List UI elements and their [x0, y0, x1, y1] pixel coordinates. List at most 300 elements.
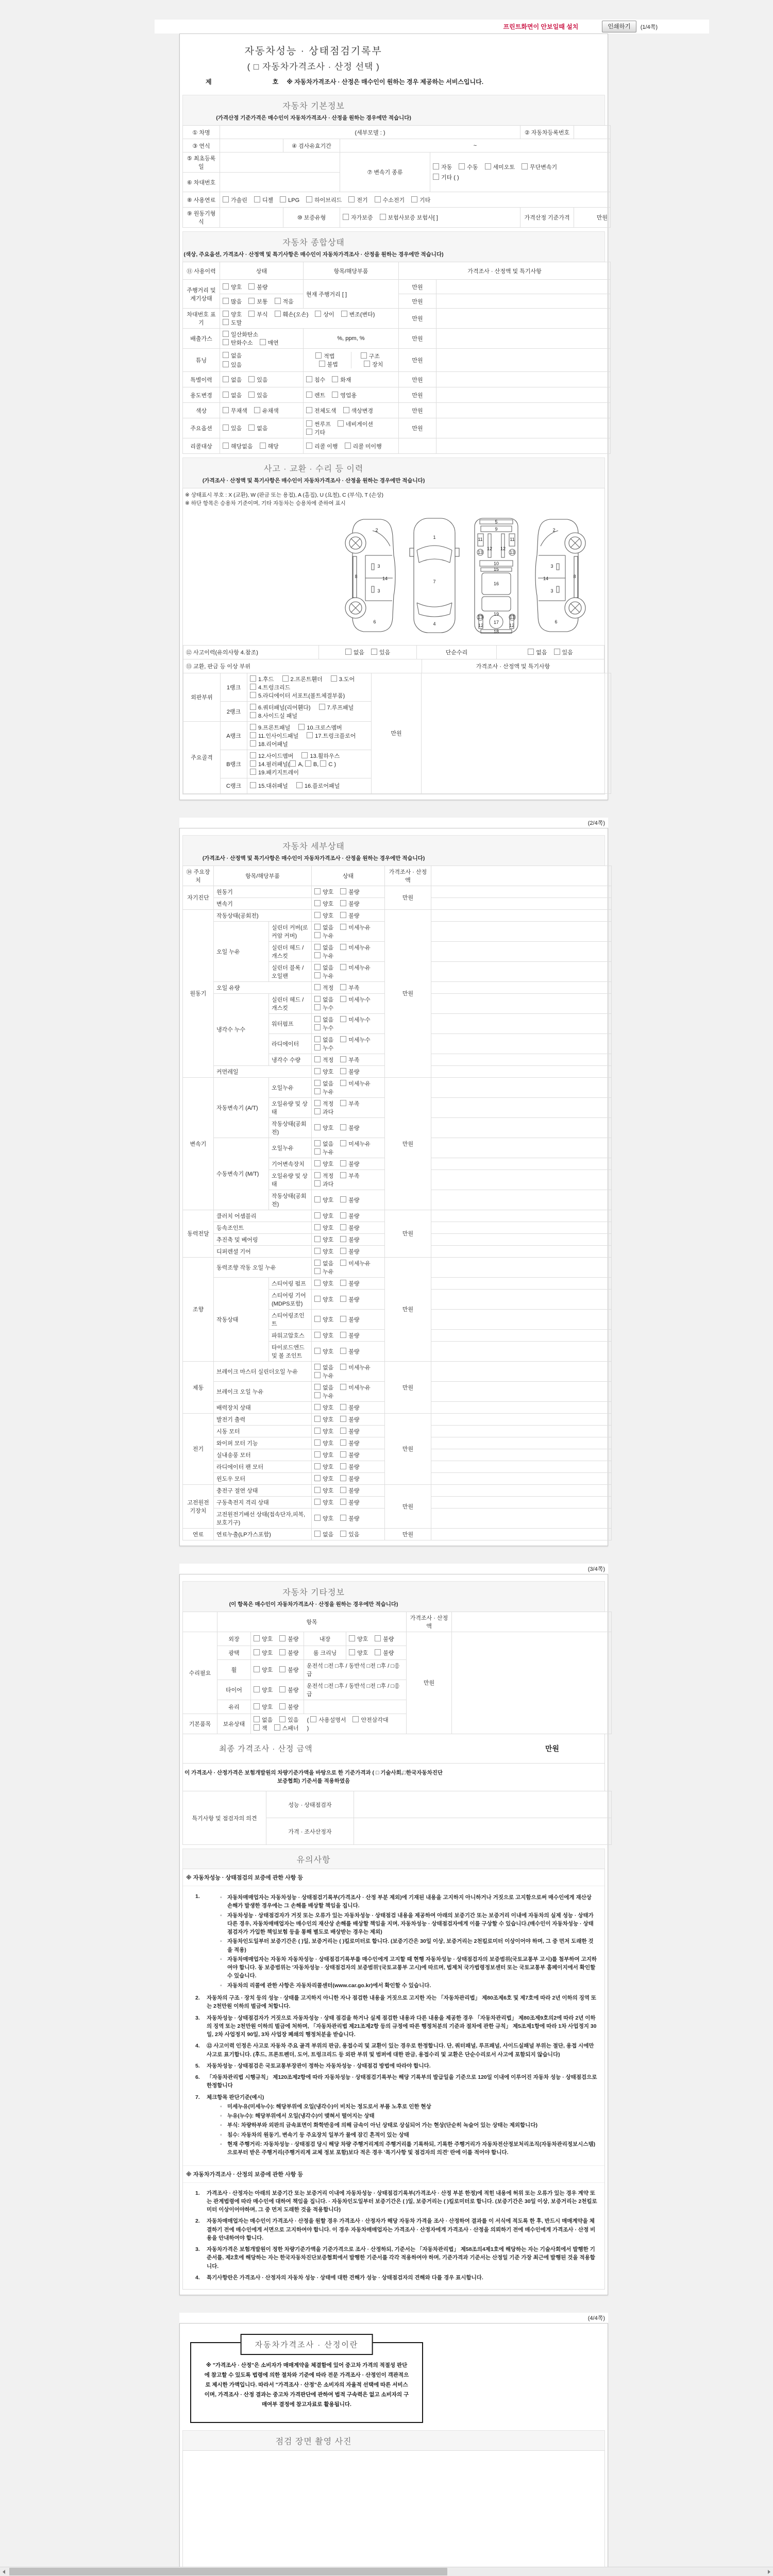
checkbox[interactable] [254, 1703, 260, 1709]
checkbox[interactable] [314, 1364, 321, 1370]
checkbox[interactable] [314, 1212, 321, 1218]
checkbox[interactable] [340, 1416, 346, 1422]
checkbox[interactable] [340, 1348, 346, 1354]
checkbox[interactable] [340, 1172, 346, 1178]
checkbox[interactable] [223, 339, 229, 345]
checkbox[interactable] [459, 163, 465, 170]
checkbox[interactable] [314, 1499, 321, 1505]
checkbox[interactable] [223, 283, 229, 290]
option [340, 985, 359, 991]
checkbox[interactable] [250, 675, 256, 682]
remarks-cell[interactable] [431, 1472, 612, 1484]
checkbox[interactable] [298, 724, 305, 730]
col-blank [183, 1612, 217, 1632]
checkbox[interactable] [314, 944, 321, 950]
checkbox[interactable] [306, 443, 312, 449]
checkbox[interactable] [314, 1224, 321, 1230]
checkbox[interactable] [223, 331, 229, 337]
checkbox[interactable] [260, 443, 266, 449]
checkbox[interactable] [314, 1428, 321, 1434]
checkbox[interactable] [349, 1649, 355, 1655]
checkbox[interactable] [314, 1056, 321, 1062]
insurer-field[interactable]: 보험사[ ] [416, 215, 438, 221]
price-cell[interactable]: 만원 [385, 1361, 431, 1413]
checkbox[interactable] [433, 174, 439, 180]
opinions-table [182, 1791, 612, 1845]
checkbox[interactable] [254, 407, 260, 413]
checkbox[interactable] [314, 1384, 321, 1390]
checkbox[interactable] [352, 1716, 359, 1722]
checkbox[interactable] [340, 1451, 346, 1458]
checkbox[interactable] [314, 888, 321, 894]
checkbox[interactable] [250, 760, 256, 767]
price-cell[interactable]: 만원 [399, 294, 436, 309]
checkbox[interactable] [340, 1404, 346, 1410]
checkbox[interactable] [223, 407, 229, 413]
remarks-cell[interactable] [431, 1484, 612, 1496]
remarks-cell[interactable] [431, 1381, 612, 1401]
checkbox[interactable] [250, 724, 256, 730]
checkbox[interactable] [433, 163, 439, 170]
checkbox[interactable] [248, 283, 255, 290]
appraiser-opinion-value[interactable] [354, 1818, 612, 1845]
checkbox[interactable] [250, 769, 256, 775]
checkbox[interactable] [290, 760, 296, 767]
checkbox[interactable] [314, 1140, 321, 1146]
checkbox[interactable] [314, 1392, 321, 1398]
checkbox[interactable] [282, 675, 289, 682]
checkbox[interactable] [332, 392, 338, 398]
remarks-cell[interactable] [431, 1309, 612, 1329]
remarks-cell[interactable] [436, 280, 611, 294]
checkbox[interactable] [223, 319, 229, 325]
checkbox[interactable] [306, 420, 312, 427]
checkbox[interactable] [254, 196, 260, 202]
remarks-cell[interactable] [452, 1632, 612, 1734]
checkbox[interactable] [314, 1487, 321, 1493]
checkbox[interactable] [280, 196, 286, 202]
checkbox[interactable] [314, 900, 321, 906]
checkbox[interactable] [250, 752, 256, 758]
base-price-value[interactable]: 만원 [574, 208, 611, 228]
checkbox[interactable] [340, 1428, 346, 1434]
checkbox[interactable] [314, 912, 321, 918]
remarks-cell[interactable] [431, 941, 612, 961]
install-link[interactable]: 프린트화면이 안보일때 설치 [503, 23, 579, 30]
checkbox[interactable] [279, 1666, 285, 1672]
checkbox[interactable] [345, 443, 351, 449]
checkbox[interactable] [340, 1296, 346, 1302]
price-cell[interactable]: 만원 [407, 1632, 452, 1734]
remarks-cell[interactable] [431, 1425, 612, 1437]
state-cell [312, 1401, 385, 1413]
remarks-cell[interactable] [431, 1013, 612, 1033]
checkbox[interactable] [279, 1686, 285, 1692]
horizontal-scrollbar[interactable] [0, 2567, 773, 2576]
checkbox[interactable] [248, 425, 255, 431]
checkbox[interactable] [314, 1180, 321, 1187]
scroll-right-arrow[interactable] [764, 2567, 773, 2576]
remarks-cell[interactable] [431, 1158, 612, 1170]
checkbox[interactable] [314, 1372, 321, 1378]
remarks-cell[interactable] [431, 1170, 612, 1190]
checkbox[interactable] [223, 392, 229, 398]
checkbox[interactable] [306, 429, 312, 435]
checkbox[interactable] [314, 1280, 321, 1286]
checkbox[interactable] [340, 1515, 346, 1521]
checkbox[interactable] [340, 1439, 346, 1446]
checkbox[interactable] [314, 1024, 321, 1030]
remarks-cell[interactable] [431, 1437, 612, 1449]
model-year-value[interactable] [220, 139, 283, 152]
checkbox[interactable] [340, 1196, 346, 1202]
checkbox[interactable] [340, 1036, 346, 1042]
checkbox[interactable] [340, 1224, 346, 1230]
checkbox[interactable] [223, 298, 229, 304]
remarks-cell[interactable] [436, 349, 611, 372]
checkbox[interactable] [296, 782, 303, 788]
vin-value[interactable] [220, 173, 340, 192]
checkbox[interactable] [275, 311, 281, 317]
price-cell[interactable]: 만원 [399, 372, 436, 387]
checkbox[interactable] [340, 1212, 346, 1218]
remarks-cell[interactable] [431, 1222, 612, 1233]
remarks-cell[interactable] [431, 1054, 612, 1065]
checkbox[interactable] [314, 1080, 321, 1086]
checkbox[interactable] [340, 1248, 346, 1254]
checkbox[interactable] [485, 163, 491, 170]
checkbox[interactable] [348, 196, 355, 202]
checkbox[interactable] [332, 376, 338, 382]
checkbox[interactable] [340, 1236, 346, 1242]
checkbox[interactable] [375, 1635, 381, 1641]
checkbox[interactable] [380, 214, 386, 220]
remarks-cell[interactable] [431, 1277, 612, 1289]
checkbox[interactable] [371, 649, 377, 655]
reg-no-value[interactable] [574, 126, 611, 139]
checkbox[interactable] [250, 704, 256, 710]
checkbox[interactable] [314, 1248, 321, 1254]
checkbox[interactable] [314, 1044, 321, 1050]
checkbox[interactable] [223, 196, 229, 202]
scrollbar-thumb[interactable] [9, 2568, 447, 2575]
remarks-cell[interactable] [431, 1077, 612, 1097]
checkbox[interactable] [250, 712, 256, 718]
checkbox[interactable] [343, 407, 349, 413]
checkbox[interactable] [314, 964, 321, 970]
checkbox[interactable] [260, 339, 266, 345]
checkbox[interactable] [340, 1100, 346, 1106]
checkbox[interactable] [314, 1160, 321, 1166]
checkbox[interactable] [254, 1635, 260, 1641]
checkbox[interactable] [314, 1296, 321, 1302]
checkbox[interactable] [279, 1703, 285, 1709]
remarks-cell[interactable] [431, 1289, 612, 1309]
checkbox[interactable] [307, 732, 313, 738]
checkbox[interactable] [340, 1531, 346, 1537]
remarks-cell[interactable] [431, 1413, 612, 1425]
remarks-cell[interactable] [436, 309, 611, 329]
checkbox[interactable] [314, 972, 321, 978]
inspection-value[interactable]: ~ [340, 139, 611, 152]
checkbox[interactable] [248, 311, 255, 317]
checkbox[interactable] [340, 1016, 346, 1022]
checkbox[interactable] [411, 196, 417, 202]
checkbox[interactable] [223, 311, 229, 317]
price-cell[interactable]: 만원 [385, 1528, 431, 1540]
checkbox[interactable] [314, 1236, 321, 1242]
checkbox[interactable] [314, 1004, 321, 1010]
checkbox[interactable] [314, 1088, 321, 1094]
price-cell[interactable]: 만원 [385, 886, 431, 909]
checkbox[interactable] [314, 1439, 321, 1446]
remarks-cell[interactable] [431, 1233, 612, 1245]
checkbox[interactable] [314, 1332, 321, 1338]
checkbox[interactable] [319, 361, 325, 367]
checkbox[interactable] [248, 298, 255, 304]
checkbox[interactable] [314, 932, 321, 938]
remarks-cell[interactable] [431, 1210, 612, 1222]
checkbox[interactable] [340, 888, 346, 894]
checkbox[interactable] [340, 1463, 346, 1469]
checkbox[interactable] [314, 1451, 321, 1458]
checkbox[interactable] [340, 1332, 346, 1338]
checkbox[interactable] [345, 649, 351, 655]
price-cell[interactable] [399, 438, 436, 454]
remarks-cell[interactable] [431, 909, 612, 921]
checkbox[interactable] [340, 1160, 346, 1166]
price-cell[interactable]: 만원 [399, 280, 436, 294]
print-button[interactable]: 인쇄하기 [602, 21, 636, 32]
checkbox[interactable] [314, 1148, 321, 1155]
remarks-cell[interactable] [436, 418, 611, 438]
remarks-cell[interactable] [431, 961, 612, 981]
checkbox[interactable] [314, 1260, 321, 1266]
price-cell[interactable]: 만원 [399, 387, 436, 403]
checkbox[interactable] [306, 407, 312, 413]
remarks-cell[interactable] [431, 1245, 612, 1257]
checkbox[interactable] [340, 1384, 346, 1390]
checkbox[interactable] [331, 675, 337, 682]
checkbox[interactable] [314, 984, 321, 990]
checkbox[interactable] [314, 1348, 321, 1354]
checkbox[interactable] [314, 1036, 321, 1042]
checkbox[interactable] [314, 1100, 321, 1106]
remarks-cell[interactable] [431, 921, 612, 941]
checkbox[interactable] [248, 392, 255, 398]
transmission-options [430, 152, 611, 192]
checkbox[interactable] [340, 1364, 346, 1370]
remarks-cell[interactable] [431, 897, 612, 909]
checkbox[interactable] [306, 392, 312, 398]
checkbox[interactable] [528, 649, 534, 655]
remarks-cell[interactable] [431, 886, 612, 897]
price-cell[interactable]: 만원 [399, 329, 436, 349]
checkbox[interactable] [314, 1068, 321, 1074]
checkbox[interactable] [314, 1404, 321, 1410]
inspector-opinion-value[interactable] [354, 1791, 612, 1818]
section-title: 자동차 기본정보 [282, 102, 345, 111]
checkbox[interactable] [310, 1716, 316, 1722]
checkbox[interactable] [314, 1124, 321, 1130]
checkbox[interactable] [361, 352, 367, 359]
checkbox[interactable] [340, 1124, 346, 1130]
checkbox[interactable] [250, 732, 256, 738]
remarks-cell[interactable] [436, 438, 611, 454]
remarks-cell[interactable] [436, 403, 611, 418]
checkbox[interactable] [279, 1649, 285, 1655]
remarks-cell[interactable] [431, 1341, 612, 1361]
remarks-cell[interactable] [436, 372, 611, 387]
remarks-cell[interactable] [431, 1461, 612, 1472]
checkbox[interactable] [340, 1056, 346, 1062]
checkbox[interactable] [320, 760, 326, 767]
checkbox[interactable] [340, 1280, 346, 1286]
checkbox[interactable] [223, 376, 229, 382]
price-cell[interactable]: 만원 [399, 403, 436, 418]
price-cell[interactable]: 만원 [385, 909, 431, 1077]
option [340, 1081, 371, 1087]
checkbox[interactable] [314, 1268, 321, 1274]
remarks-cell[interactable] [431, 1329, 612, 1341]
checkbox[interactable] [306, 376, 312, 382]
final-price-unit[interactable]: 만원 [545, 1744, 559, 1753]
remarks-cell[interactable] [431, 1065, 612, 1077]
checkbox[interactable] [340, 1260, 346, 1266]
remarks-cell[interactable] [431, 1449, 612, 1461]
checkbox[interactable] [340, 1140, 346, 1146]
checkbox[interactable] [314, 1196, 321, 1202]
checkbox[interactable] [223, 361, 229, 367]
price-cell[interactable]: 만원 [399, 309, 436, 329]
price-cell[interactable]: 만원 [385, 1413, 431, 1484]
checkbox[interactable] [319, 704, 325, 710]
checkbox[interactable] [340, 944, 346, 950]
checkbox[interactable] [254, 1724, 260, 1731]
checkbox[interactable] [250, 684, 256, 690]
remarks-cell[interactable] [436, 329, 611, 349]
checkbox[interactable] [340, 1080, 346, 1086]
price-cell[interactable]: 만원 [385, 1210, 431, 1257]
checkbox[interactable] [254, 1716, 260, 1722]
checkbox[interactable] [250, 782, 256, 788]
checkbox[interactable] [315, 311, 321, 317]
checkbox[interactable] [279, 1635, 285, 1641]
checkbox[interactable] [314, 1531, 321, 1537]
checkbox[interactable] [340, 924, 346, 930]
price-cell[interactable]: 만원 [399, 349, 436, 372]
checkbox[interactable] [340, 1475, 346, 1481]
checkbox[interactable] [305, 760, 311, 767]
car-name-value[interactable]: (세부모델 : ) [220, 126, 520, 139]
checkbox[interactable] [522, 163, 528, 170]
checkbox[interactable] [314, 952, 321, 958]
checkbox[interactable] [340, 912, 346, 918]
checkbox[interactable] [250, 692, 256, 698]
document-number-line [206, 77, 605, 86]
price-cell[interactable]: 만원 [399, 418, 436, 438]
checkbox[interactable] [340, 1316, 346, 1322]
checkbox[interactable] [314, 1172, 321, 1178]
checkbox[interactable] [341, 311, 347, 317]
checkbox[interactable] [254, 1666, 260, 1672]
checkbox[interactable] [315, 352, 322, 359]
checkbox[interactable] [340, 1068, 346, 1074]
remarks-cell[interactable] [431, 1138, 612, 1158]
checkbox[interactable] [340, 1499, 346, 1505]
checkbox[interactable] [254, 1649, 260, 1655]
checkbox[interactable] [375, 196, 381, 202]
option [314, 1237, 333, 1243]
remarks-cell[interactable] [431, 1190, 612, 1210]
checkbox[interactable] [314, 1475, 321, 1481]
checkbox[interactable] [275, 298, 281, 304]
remarks-cell[interactable] [431, 1033, 612, 1054]
checkbox[interactable] [340, 900, 346, 906]
remarks-cell[interactable] [431, 1097, 612, 1117]
checkbox[interactable] [375, 1649, 381, 1655]
remarks-cell[interactable] [431, 1401, 612, 1413]
checkbox[interactable] [314, 1016, 321, 1022]
checkbox[interactable] [314, 1316, 321, 1322]
checkbox[interactable] [279, 1716, 285, 1722]
remarks-cell[interactable] [422, 673, 611, 793]
checkbox[interactable] [364, 361, 370, 367]
engine-type-value[interactable] [220, 208, 283, 228]
checkbox[interactable] [338, 420, 344, 427]
checkbox[interactable] [340, 964, 346, 970]
checkbox[interactable] [314, 924, 321, 930]
checkbox[interactable] [301, 752, 308, 758]
remarks-cell[interactable] [431, 1361, 612, 1381]
checkbox[interactable] [274, 1724, 280, 1731]
checkbox[interactable] [314, 996, 321, 1002]
remarks-cell[interactable] [431, 1528, 612, 1540]
remarks-cell[interactable] [431, 1496, 612, 1508]
checkbox[interactable] [340, 1487, 346, 1493]
checkbox[interactable] [306, 196, 312, 202]
checkbox[interactable] [340, 984, 346, 990]
remarks-cell[interactable] [436, 294, 611, 309]
checkbox[interactable] [250, 740, 256, 747]
checkbox[interactable] [343, 214, 349, 220]
price-cell[interactable]: 만원 [372, 673, 422, 793]
checkbox[interactable] [314, 1108, 321, 1114]
checkbox[interactable] [314, 1416, 321, 1422]
remarks-cell[interactable] [431, 1257, 612, 1277]
price-cell[interactable]: 만원 [385, 1484, 431, 1528]
checkbox[interactable] [349, 1635, 355, 1641]
remarks-cell[interactable] [436, 387, 611, 403]
checkbox[interactable] [254, 1686, 260, 1692]
checkbox[interactable] [223, 425, 229, 431]
checkbox[interactable] [314, 1463, 321, 1469]
price-cell[interactable]: 만원 [385, 1257, 431, 1361]
scroll-left-arrow[interactable] [0, 2567, 9, 2576]
first-reg-value[interactable] [220, 152, 340, 173]
checkbox[interactable] [223, 352, 229, 358]
checkbox[interactable] [314, 1515, 321, 1521]
checkbox[interactable] [223, 443, 229, 449]
remarks-cell[interactable] [431, 1117, 612, 1138]
price-cell[interactable]: 만원 [385, 1077, 431, 1210]
remarks-cell[interactable] [431, 1508, 612, 1528]
checkbox[interactable] [554, 649, 560, 655]
remarks-cell[interactable] [431, 993, 612, 1013]
checkbox[interactable] [248, 376, 255, 382]
remarks-cell[interactable] [431, 981, 612, 993]
checkbox[interactable] [340, 996, 346, 1002]
